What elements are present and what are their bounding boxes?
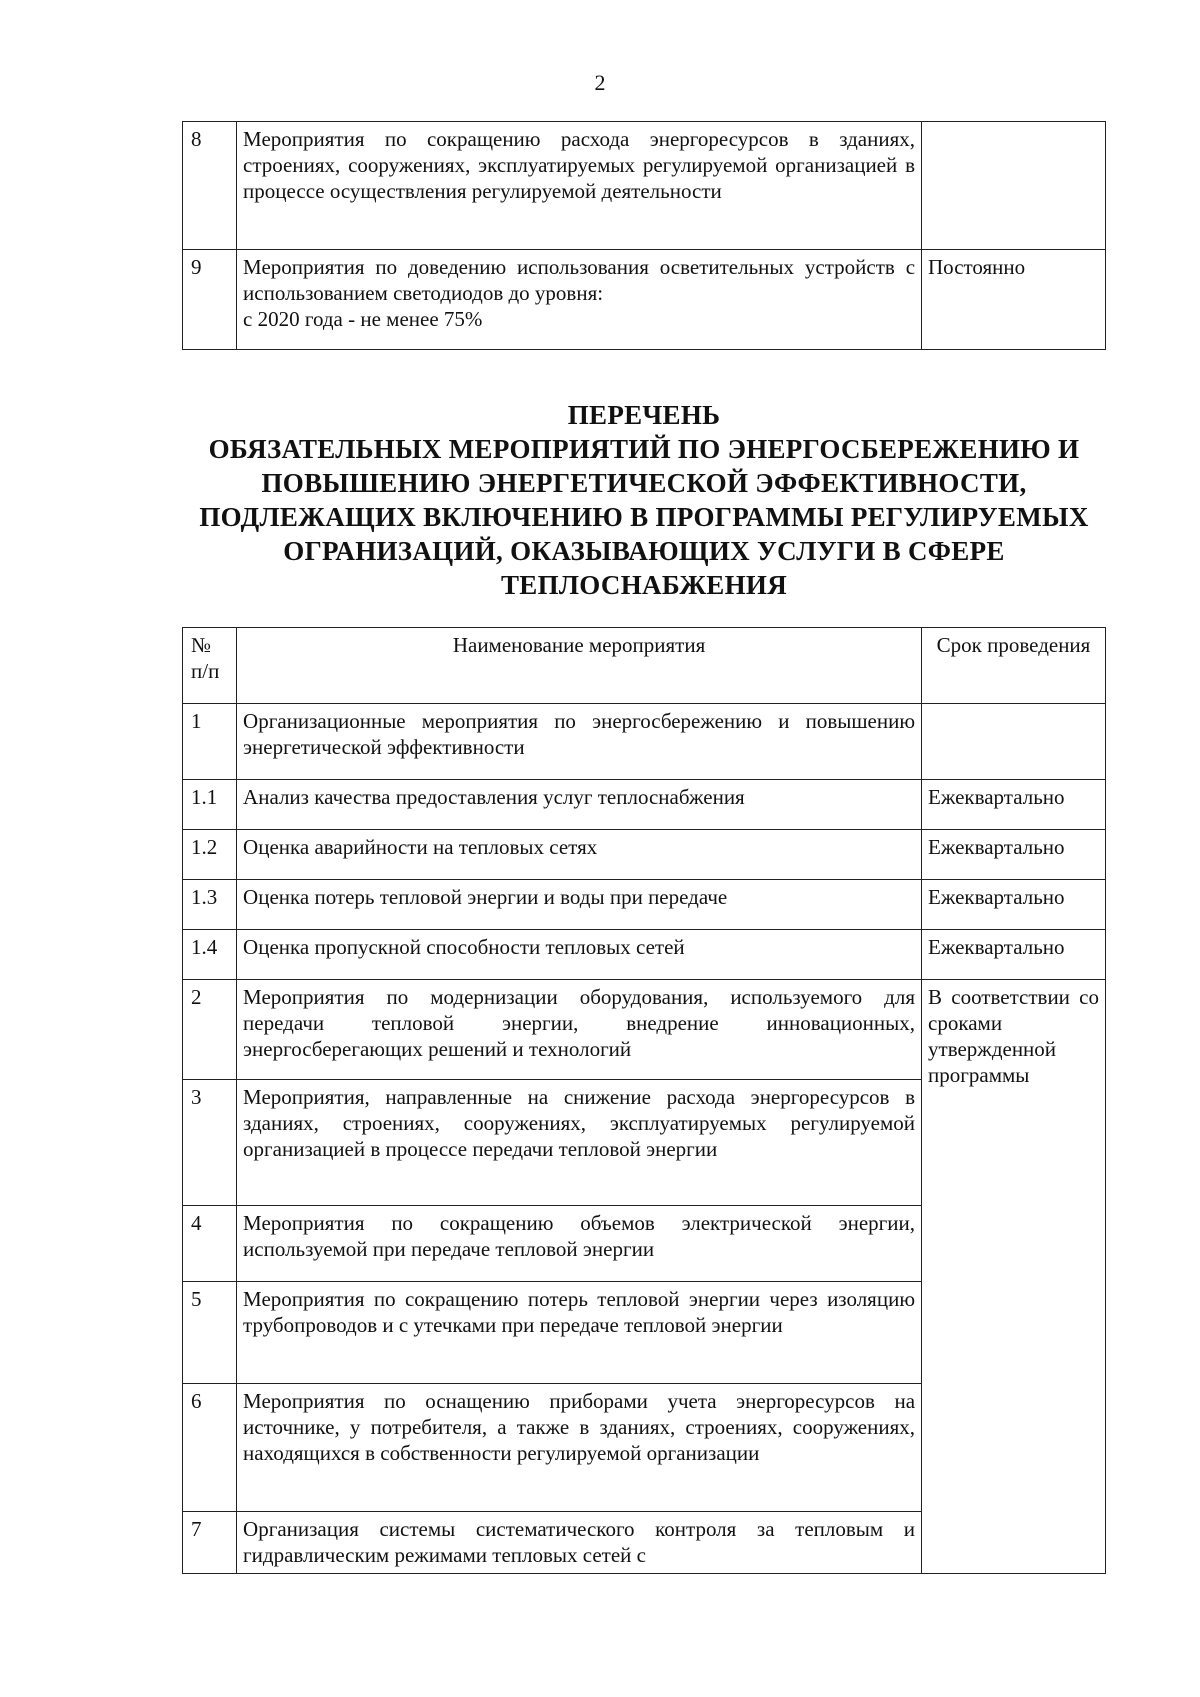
heading-line: ПОДЛЕЖАЩИХ ВКЛЮЧЕНИЮ В ПРОГРАММЫ РЕГУЛИРУЕМЫХ xyxy=(199,502,1089,532)
row-name: Оценка потерь тепловой энергии и воды при передаче xyxy=(237,880,922,930)
row-number: 1 xyxy=(183,704,237,780)
row-name: Оценка пропускной способности тепловых сетей xyxy=(237,930,922,980)
heading-line: ОБЯЗАТЕЛЬНЫХ МЕРОПРИЯТИЙ ПО ЭНЕРГОСБЕРЕЖЕНИЮ И xyxy=(208,434,1080,464)
row-name: Мероприятия по оснащению приборами учета энергоресурсов на источнике, у потребителя, а также в зданиях, строениях, сооружениях, находящихся в собственности регулируемой организации xyxy=(237,1384,922,1512)
row-name: Анализ качества предоставления услуг теплоснабжения xyxy=(237,780,922,830)
main-table xyxy=(182,627,1106,1574)
row-name-line: с 2020 года - не менее 75% xyxy=(243,307,483,331)
row-term: Ежеквартально xyxy=(922,930,1106,980)
table-row xyxy=(183,880,1106,930)
table-row xyxy=(183,122,1106,250)
row-term-merged: В соответствии со сроками утвержденной программы xyxy=(922,980,1106,1574)
row-name: Оценка аварийности на тепловых сетях xyxy=(237,830,922,880)
row-number: 1.3 xyxy=(183,880,237,930)
header-term: Срок проведения xyxy=(922,628,1106,704)
row-name: Организация системы систематического контроля за тепловым и гидравлическим режимами тепловых сетей с xyxy=(237,1512,922,1574)
row-number: 1.2 xyxy=(183,830,237,880)
row-name: Мероприятия по сокращению расхода энергоресурсов в зданиях, строениях, сооружениях, эксплуатируемых регулируемой организацией в процессе осуществления регулируемой деятельности xyxy=(237,122,922,250)
section-heading xyxy=(182,398,1106,602)
row-term xyxy=(922,704,1106,780)
row-number: 2 xyxy=(183,980,237,1080)
row-name: Организационные мероприятия по энергосбережению и повышению энергетической эффективности xyxy=(237,704,922,780)
page-number: 2 xyxy=(594,70,606,95)
row-number: 9 xyxy=(183,250,237,350)
row-number: 8 xyxy=(183,122,237,250)
row-number: 1.1 xyxy=(183,780,237,830)
row-number: 5 xyxy=(183,1282,237,1384)
table-header-row xyxy=(183,628,1106,704)
top-table xyxy=(182,121,1106,350)
row-number: 4 xyxy=(183,1206,237,1282)
heading-line: ПЕРЕЧЕНЬ xyxy=(567,400,721,430)
row-name: Мероприятия по модернизации оборудования, используемого для передачи тепловой энергии, внедрение инновационных, энергосберегающих решений и технологий xyxy=(237,980,922,1080)
header-name: Наименование мероприятия xyxy=(237,628,922,704)
heading-line: ТЕПЛОСНАБЖЕНИЯ xyxy=(500,570,788,600)
row-name xyxy=(237,250,922,350)
table-row xyxy=(183,930,1106,980)
row-term: Ежеквартально xyxy=(922,830,1106,880)
heading-line: ОГРАНИЗАЦИЙ, ОКАЗЫВАЮЩИХ УСЛУГИ В СФЕРЕ xyxy=(283,536,1005,566)
row-number: 3 xyxy=(183,1080,237,1206)
row-name: Мероприятия по сокращению потерь тепловой энергии через изоляцию трубопроводов и с утечками при передаче тепловой энергии xyxy=(237,1282,922,1384)
table-row xyxy=(183,780,1106,830)
header-num: № п/п xyxy=(183,628,237,704)
row-term xyxy=(922,122,1106,250)
heading-line: ПОВЫШЕНИЮ ЭНЕРГЕТИЧЕСКОЙ ЭФФЕКТИВНОСТИ, xyxy=(261,468,1027,498)
row-term: Постоянно xyxy=(922,250,1106,350)
row-number: 7 xyxy=(183,1512,237,1574)
table-row xyxy=(183,980,1106,1080)
table-row xyxy=(183,830,1106,880)
row-term: Ежеквартально xyxy=(922,780,1106,830)
table-row xyxy=(183,704,1106,780)
row-name-line: Мероприятия по доведению использования осветительных устройств с использованием светодиодов до уровня: xyxy=(243,255,916,305)
row-name: Мероприятия по сокращению объемов электрической энергии, используемой при передаче тепловой энергии xyxy=(237,1206,922,1282)
table-row xyxy=(183,250,1106,350)
row-number: 6 xyxy=(183,1384,237,1512)
row-term: Ежеквартально xyxy=(922,880,1106,930)
row-number: 1.4 xyxy=(183,930,237,980)
row-name: Мероприятия, направленные на снижение расхода энергоресурсов в зданиях, строениях, сооружениях, эксплуатируемых регулируемой организацией в процессе передачи тепловой энергии xyxy=(237,1080,922,1206)
